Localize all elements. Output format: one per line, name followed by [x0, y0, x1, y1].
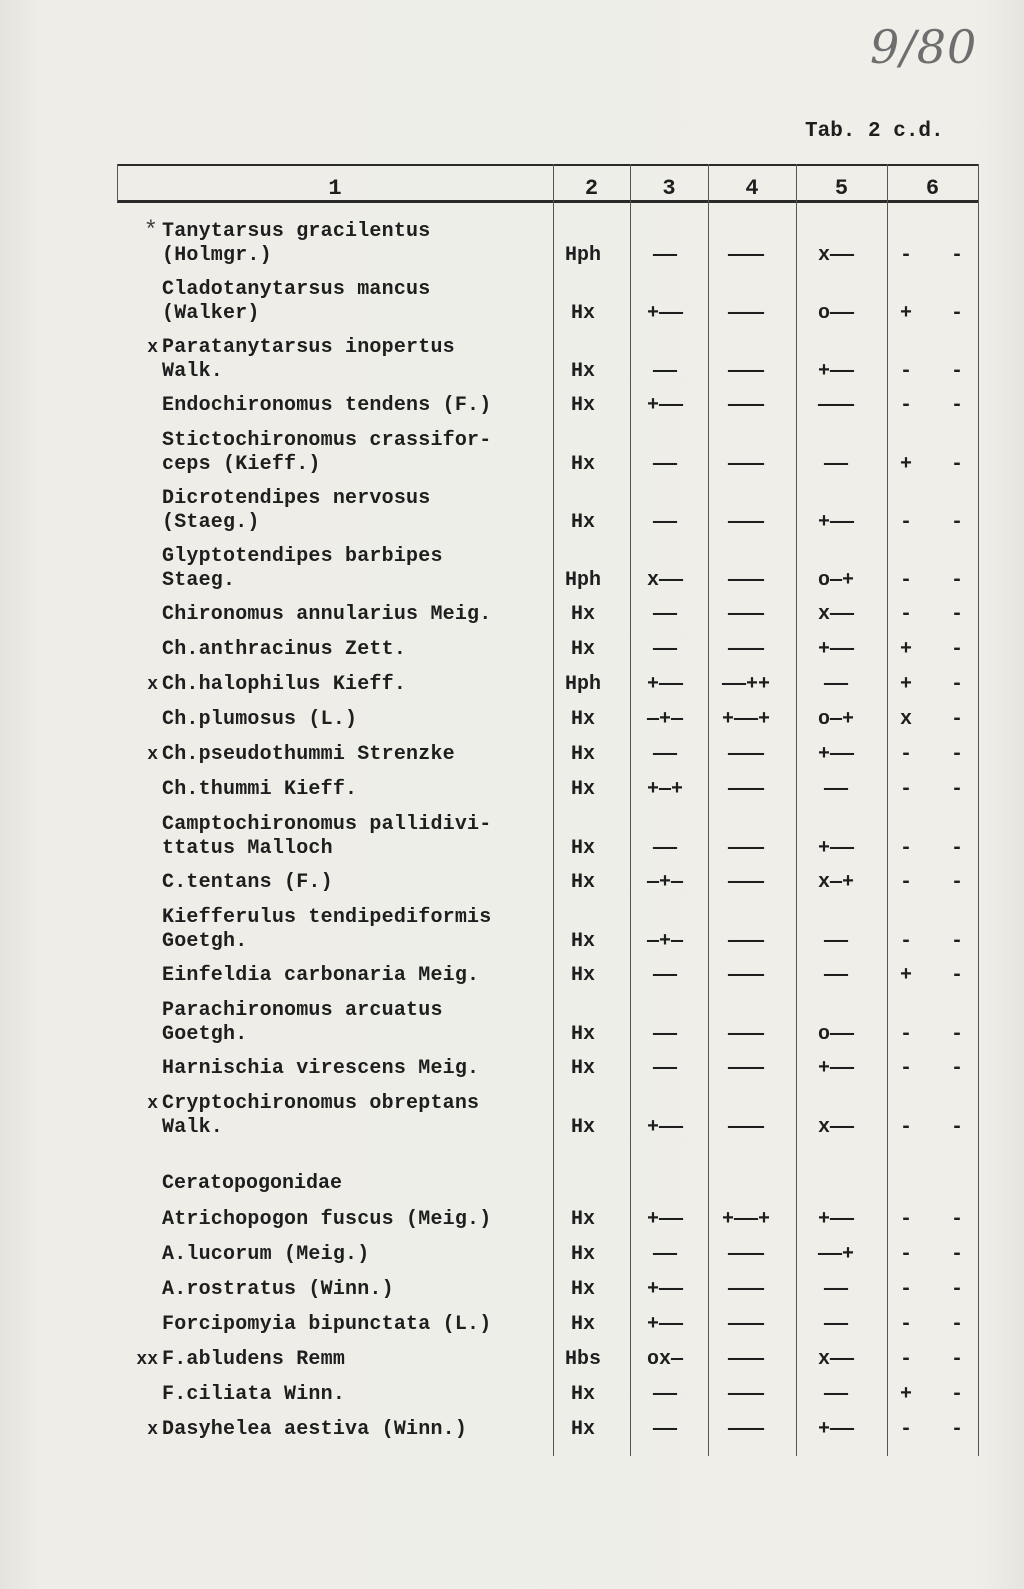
cell-c6a: - — [899, 394, 912, 417]
cell-c6b: - — [950, 511, 963, 534]
cell-c4: ——— — [727, 837, 764, 860]
cell-c3: —— — [652, 837, 677, 860]
cell-c6a: + — [899, 673, 912, 696]
cell-c6b: - — [950, 1243, 963, 1266]
group-title: Ceratopogonidae — [162, 1172, 343, 1195]
species-name: Paratanytarsus inopertus Walk. — [162, 336, 455, 383]
cell-c4: ——— — [727, 871, 764, 894]
cell-c3: —— — [652, 360, 677, 383]
cell-c2: Hx — [570, 1313, 595, 1336]
cell-c6b: - — [950, 930, 963, 953]
cell-c6b: - — [950, 244, 963, 267]
cell-c5: +—— — [817, 360, 854, 383]
cell-c3: x—— — [646, 569, 683, 592]
cell-c4: ——— — [727, 569, 764, 592]
cell-c6a: - — [899, 569, 912, 592]
species-name: Tanytarsus gracilentus (Holmgr.) — [162, 220, 431, 267]
species-name: Ch.plumosus (L.) — [162, 708, 358, 731]
cell-c2: Hx — [570, 1418, 595, 1441]
species-name: Dicrotendipes nervosus (Staeg.) — [162, 487, 431, 534]
cell-c5: x—— — [817, 244, 854, 267]
species-name: Glyptotendipes barbipes Staeg. — [162, 545, 443, 592]
cell-c5: —— — [823, 1278, 848, 1301]
cell-c2: Hx — [570, 603, 595, 626]
cell-c3: —— — [652, 1383, 677, 1406]
cell-c5: +—— — [817, 1418, 854, 1441]
cell-c6a: - — [899, 930, 912, 953]
cell-c5: —— — [823, 673, 848, 696]
table-reference: Tab. 2 c.d. — [805, 120, 944, 143]
column-divider — [978, 164, 979, 1456]
cell-c3: —— — [652, 964, 677, 987]
cell-c5: —— — [823, 453, 848, 476]
cell-c2: Hx — [570, 638, 595, 661]
cell-c2: Hx — [570, 778, 595, 801]
cell-c5: x—— — [817, 1348, 854, 1371]
cell-c5: o—+ — [817, 569, 854, 592]
column-header-5: 5 — [834, 176, 849, 201]
cell-c4: ——— — [727, 743, 764, 766]
species-name: Atrichopogon fuscus (Meig.) — [162, 1208, 492, 1231]
cell-c3: —— — [652, 244, 677, 267]
cell-c6b: - — [950, 1116, 963, 1139]
row-marker: x — [147, 675, 158, 695]
cell-c3: +—— — [646, 1278, 683, 1301]
cell-c6b: - — [950, 1208, 963, 1231]
cell-c6a: - — [899, 837, 912, 860]
cell-c2: Hx — [570, 743, 595, 766]
species-name: Camptochironomus pallidivi- ttatus Malloch — [162, 813, 492, 860]
cell-c4: ——— — [727, 1418, 764, 1441]
species-name: Ch.halophilus Kieff. — [162, 673, 407, 696]
cell-c4: ——— — [727, 453, 764, 476]
cell-c2: Hph — [564, 244, 601, 267]
row-marker: x — [147, 1420, 158, 1440]
cell-c6a: - — [899, 1313, 912, 1336]
table-top-rule — [117, 164, 979, 166]
cell-c3: —— — [652, 1243, 677, 1266]
cell-c2: Hx — [570, 511, 595, 534]
column-divider — [796, 164, 797, 1456]
cell-c6b: - — [950, 778, 963, 801]
cell-c4: ——++ — [721, 673, 770, 696]
cell-c6b: - — [950, 1313, 963, 1336]
cell-c2: Hx — [570, 302, 595, 325]
cell-c5: x—+ — [817, 871, 854, 894]
cell-c3: —— — [652, 743, 677, 766]
cell-c3: +—+ — [646, 778, 683, 801]
cell-c3: —— — [652, 638, 677, 661]
species-name: Stictochironomus crassifor- ceps (Kieff.) — [162, 429, 492, 476]
cell-c3: —+— — [646, 930, 683, 953]
cell-c2: Hx — [570, 837, 595, 860]
cell-c2: Hx — [570, 1208, 595, 1231]
cell-c6a: + — [899, 1383, 912, 1406]
cell-c4: ——— — [727, 1116, 764, 1139]
cell-c6b: - — [950, 569, 963, 592]
cell-c4: ——— — [727, 1057, 764, 1080]
column-header-4: 4 — [745, 176, 759, 201]
cell-c6a: - — [899, 1348, 912, 1371]
species-name: Ch.anthracinus Zett. — [162, 638, 407, 661]
cell-c6b: - — [950, 871, 963, 894]
cell-c6a: + — [899, 638, 912, 661]
cell-c6b: - — [950, 1023, 963, 1046]
cell-c4: ——— — [727, 1023, 764, 1046]
species-name: A.lucorum (Meig.) — [162, 1243, 370, 1266]
cell-c6a: - — [899, 1278, 912, 1301]
cell-c2: Hx — [570, 1243, 595, 1266]
cell-c3: —— — [652, 603, 677, 626]
cell-c6b: - — [950, 1057, 963, 1080]
cell-c2: Hx — [570, 1116, 595, 1139]
species-name: Endochironomus tendens (F.) — [162, 394, 492, 417]
cell-c2: Hx — [570, 1383, 595, 1406]
species-name: Chironomus annularius Meig. — [162, 603, 492, 626]
cell-c5: —— — [823, 1313, 848, 1336]
cell-c6a: x — [899, 708, 912, 731]
cell-c3: +—— — [646, 302, 683, 325]
cell-c6b: - — [950, 673, 963, 696]
cell-c6b: - — [950, 837, 963, 860]
cell-c6b: - — [950, 743, 963, 766]
cell-c5: o—— — [817, 302, 854, 325]
cell-c2: Hx — [570, 930, 595, 953]
cell-c4: ——— — [727, 511, 764, 534]
cell-c4: ——— — [727, 1313, 764, 1336]
cell-c2: Hx — [570, 871, 595, 894]
row-marker: x — [147, 338, 158, 358]
cell-c5: —— — [823, 778, 848, 801]
cell-c6b: - — [950, 708, 963, 731]
species-name: A.rostratus (Winn.) — [162, 1278, 394, 1301]
cell-c6b: - — [950, 1348, 963, 1371]
cell-c6a: - — [899, 1418, 912, 1441]
cell-c6b: - — [950, 302, 963, 325]
cell-c5: x—— — [817, 1116, 854, 1139]
cell-c2: Hbs — [564, 1348, 601, 1371]
cell-c6b: - — [950, 964, 963, 987]
cell-c4: ——— — [727, 1243, 764, 1266]
cell-c4: ——— — [727, 302, 764, 325]
species-name: Forcipomyia bipunctata (L.) — [162, 1313, 492, 1336]
cell-c2: Hx — [570, 360, 595, 383]
species-name: Cryptochironomus obreptans Walk. — [162, 1092, 480, 1139]
species-name: Ch.thummi Kieff. — [162, 778, 358, 801]
cell-c6b: - — [950, 394, 963, 417]
cell-c3: —— — [652, 511, 677, 534]
cell-c4: ——— — [727, 1383, 764, 1406]
cell-c3: —+— — [646, 708, 683, 731]
cell-c2: Hx — [570, 1278, 595, 1301]
species-name: Einfeldia carbonaria Meig. — [162, 964, 480, 987]
cell-c2: Hx — [570, 1057, 595, 1080]
handwritten-page-number: 9/80 — [870, 20, 978, 74]
cell-c6b: - — [950, 638, 963, 661]
cell-c6b: - — [950, 1383, 963, 1406]
row-marker: * — [143, 218, 158, 245]
cell-c3: —— — [652, 1023, 677, 1046]
cell-c4: ——— — [727, 964, 764, 987]
cell-c6a: - — [899, 778, 912, 801]
cell-c3: —— — [652, 1418, 677, 1441]
cell-c4: ——— — [727, 360, 764, 383]
cell-c4: +——+ — [721, 708, 770, 731]
row-marker: x — [147, 745, 158, 765]
cell-c5: o—— — [817, 1023, 854, 1046]
cell-c5: +—— — [817, 638, 854, 661]
cell-c6a: - — [899, 1208, 912, 1231]
row-marker: xx — [136, 1350, 158, 1370]
cell-c6a: - — [899, 1057, 912, 1080]
cell-c4: ——— — [727, 1348, 764, 1371]
cell-c3: +—— — [646, 1313, 683, 1336]
cell-c6b: - — [950, 1418, 963, 1441]
cell-c2: Hx — [570, 1023, 595, 1046]
cell-c6b: - — [950, 453, 963, 476]
cell-c5: +—— — [817, 1208, 854, 1231]
cell-c3: +—— — [646, 1208, 683, 1231]
cell-c5: ——— — [817, 394, 854, 417]
cell-c3: ox— — [646, 1348, 683, 1371]
cell-c2: Hph — [564, 673, 601, 696]
column-header-6: 6 — [925, 176, 940, 201]
column-header-1: 1 — [328, 176, 342, 201]
cell-c6a: - — [899, 743, 912, 766]
cell-c3: —+— — [646, 871, 683, 894]
cell-c6a: + — [899, 453, 912, 476]
cell-c6a: - — [899, 511, 912, 534]
cell-c6b: - — [950, 360, 963, 383]
cell-c6a: - — [899, 871, 912, 894]
species-name: Dasyhelea aestiva (Winn.) — [162, 1418, 468, 1441]
cell-c4: ——— — [727, 603, 764, 626]
cell-c2: Hx — [570, 708, 595, 731]
row-marker: x — [147, 1094, 158, 1114]
cell-c2: Hx — [570, 964, 595, 987]
species-name: F.ciliata Winn. — [162, 1383, 346, 1406]
cell-c5: +—— — [817, 1057, 854, 1080]
cell-c3: +—— — [646, 394, 683, 417]
cell-c5: +—— — [817, 837, 854, 860]
column-header-3: 3 — [662, 176, 676, 201]
cell-c4: ——— — [727, 394, 764, 417]
species-name: C.tentans (F.) — [162, 871, 333, 894]
cell-c5: ——+ — [817, 1243, 854, 1266]
cell-c6a: + — [899, 302, 912, 325]
cell-c2: Hx — [570, 453, 595, 476]
cell-c4: ——— — [727, 244, 764, 267]
column-header-2: 2 — [584, 176, 599, 201]
cell-c6a: - — [899, 244, 912, 267]
cell-c5: —— — [823, 930, 848, 953]
cell-c4: ——— — [727, 1278, 764, 1301]
species-name: Kiefferulus tendipediformis Goetgh. — [162, 906, 492, 953]
species-name: Harnischia virescens Meig. — [162, 1057, 480, 1080]
species-name: Ch.pseudothummi Strenzke — [162, 743, 455, 766]
cell-c6a: - — [899, 1023, 912, 1046]
cell-c5: —— — [823, 1383, 848, 1406]
cell-c4: ——— — [727, 930, 764, 953]
cell-c5: +—— — [817, 743, 854, 766]
cell-c6a: - — [899, 1243, 912, 1266]
cell-c3: +—— — [646, 1116, 683, 1139]
cell-c6b: - — [950, 1278, 963, 1301]
cell-c5: x—— — [817, 603, 854, 626]
species-name: Parachironomus arcuatus Goetgh. — [162, 999, 443, 1046]
cell-c4: +——+ — [721, 1208, 770, 1231]
cell-c3: +—— — [646, 673, 683, 696]
cell-c3: —— — [652, 453, 677, 476]
cell-c6b: - — [950, 603, 963, 626]
cell-c6a: - — [899, 1116, 912, 1139]
cell-c4: ——— — [727, 778, 764, 801]
species-name: F.abludens Remm — [162, 1348, 346, 1371]
cell-c3: —— — [652, 1057, 677, 1080]
cell-c5: +—— — [817, 511, 854, 534]
cell-c2: Hx — [570, 394, 595, 417]
cell-c5: —— — [823, 964, 848, 987]
cell-c5: o—+ — [817, 708, 854, 731]
cell-c6a: - — [899, 360, 912, 383]
cell-c6a: + — [899, 964, 912, 987]
cell-c6a: - — [899, 603, 912, 626]
column-divider — [887, 164, 888, 1456]
cell-c4: ——— — [727, 638, 764, 661]
species-name: Cladotanytarsus mancus (Walker) — [162, 278, 431, 325]
cell-c2: Hph — [564, 569, 601, 592]
